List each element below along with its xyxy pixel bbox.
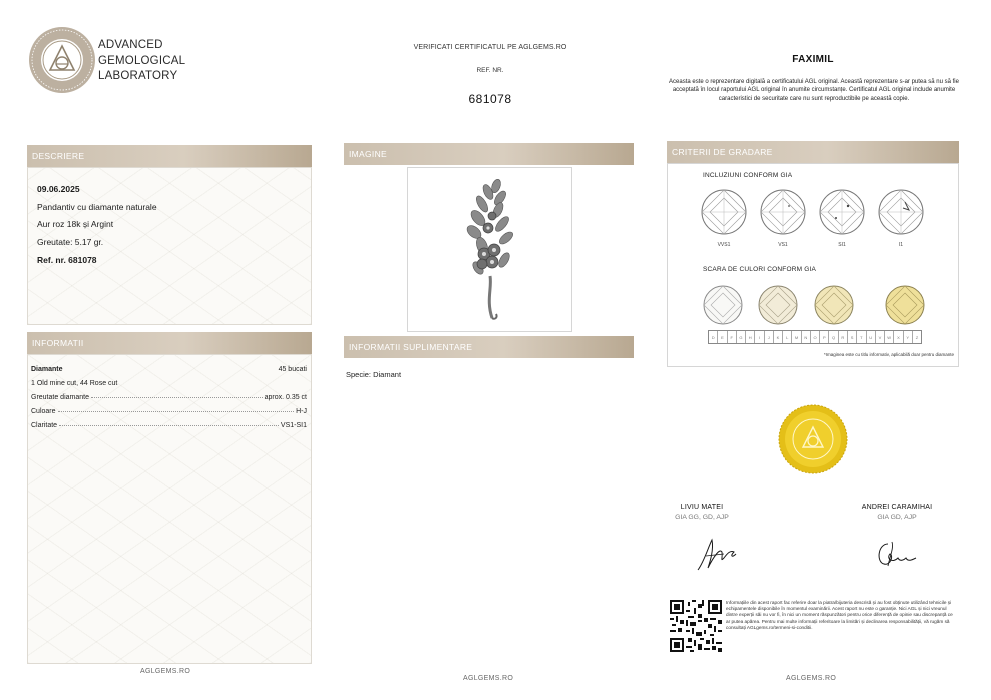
certificate-date: 09.06.2025 xyxy=(37,184,80,194)
signature-2-image xyxy=(872,536,922,577)
scale-letter: F xyxy=(728,331,737,343)
signatory-title: GIA GD, AJP xyxy=(877,514,917,521)
color-scale-bar xyxy=(708,330,922,344)
scale-letter: L xyxy=(783,331,792,343)
faximil-text: Aceasta este o reprezentare digitală a certificatului AGL original. Această reprezentare s-ar putea să nu să fie acceptată în locul raportului AGL original în anumite circumstanțe. Certificatul AGL original include anumite caracteristici de securitate care nu sunt reproductibile pe această copie. xyxy=(669,79,959,102)
info-row-greutate xyxy=(31,387,313,401)
info-value: 45 bucati xyxy=(278,366,307,373)
scale-letter: P xyxy=(820,331,829,343)
scale-letter: I xyxy=(755,331,764,343)
scale-letter: T xyxy=(857,331,866,343)
descriere-ref: Ref. nr. 681078 xyxy=(37,254,97,265)
scale-letter: J xyxy=(765,331,774,343)
scale-letter: W xyxy=(885,331,894,343)
criterii-note: *Imaginea este cu titlu informativ, aplicabilă doar pentru diamante xyxy=(824,352,954,357)
color-diamond-near-colorless xyxy=(757,284,799,331)
clarity-diamond-si1 xyxy=(818,188,866,241)
info-row-claritate xyxy=(31,415,313,429)
faximil-title: FAXIMIL xyxy=(792,54,834,65)
signatory-name: LIVIU MATEI xyxy=(680,504,724,511)
footer-link-center[interactable]: AGLGEMS.RO xyxy=(463,675,514,682)
criterii-header: CRITERII DE GRADARE xyxy=(667,141,959,163)
descriere-line-2: Aur roz 18k și Argint xyxy=(37,219,114,230)
signatory-name: ANDREI CARAMIHAI xyxy=(861,504,933,511)
info-value: VS1-SI1 xyxy=(280,422,307,429)
scale-letter: G xyxy=(737,331,746,343)
scale-letter: R xyxy=(839,331,848,343)
footer-link-left[interactable]: AGLGEMS.RO xyxy=(140,668,191,675)
qr-code[interactable] xyxy=(670,600,722,652)
verify-text: VERIFICATI CERTIFICATUL PE AGLGEMS.RO xyxy=(413,44,567,51)
incluziuni-title: INCLUZIUNI CONFORM GIA xyxy=(703,172,793,179)
clarity-diamond-vvs1 xyxy=(700,188,748,241)
scale-letter: U xyxy=(867,331,876,343)
info-label: 1 Old mine cut, 44 Rose cut xyxy=(31,380,118,387)
scale-letter: K xyxy=(774,331,783,343)
signatory-title: GIA GG, GD, AJP xyxy=(675,514,729,521)
specie-text: Specie: Diamant xyxy=(346,370,402,379)
ref-number: 681078 xyxy=(468,92,512,106)
info-label: Claritate xyxy=(31,422,58,429)
organization-name xyxy=(98,38,185,85)
info-row-diamante xyxy=(31,359,313,373)
scale-letter: Z xyxy=(915,335,919,340)
scale-letter: O xyxy=(811,331,820,343)
agl-logo xyxy=(28,26,96,94)
footer-link-right[interactable]: AGLGEMS.RO xyxy=(786,675,837,682)
scale-letter: N xyxy=(802,331,811,343)
imagine-header: IMAGINE xyxy=(344,143,634,165)
scale-letter: X xyxy=(894,331,903,343)
org-line-1: ADVANCED xyxy=(98,39,163,51)
jewelry-photo xyxy=(407,167,572,332)
color-diamond-colorless xyxy=(702,284,744,331)
descriere-line-3: Greutate: 5.17 gr. xyxy=(37,237,104,248)
scale-letter: E xyxy=(718,331,727,343)
disclaimer-text: Informațiile din acest raport fac referire doar la piatra/bijuteria descrisă și au fost obținute utilizând tehnicile și echipamentele disponibile în momentul examinării. Acest raport nu este o garanție. Nici AGL și nici vreunul dintre experții săi nu vor fi, în nici un moment răspunzători pentru orice diferență de opinie sau discrepanță ce ar putea apărea. Pentru mai multe informații referitoare la limitări și declinarea responsabilității, vă rugăm să consultați AGLgems.ro/termeni-si-conditii. xyxy=(726,600,953,630)
scale-letter: V xyxy=(876,331,885,343)
info-value: aprox. 0.35 ct xyxy=(264,394,307,401)
color-diamond-faint xyxy=(813,284,855,331)
culori-title: SCARA DE CULORI CONFORM GIA xyxy=(703,266,817,273)
color-diamond-light xyxy=(884,284,926,331)
ref-label: REF. NR. xyxy=(476,67,504,74)
info-row-culoare xyxy=(31,401,313,415)
signature-1-image xyxy=(694,534,740,579)
info-label: Diamante xyxy=(31,366,63,373)
info-value: H-J xyxy=(296,408,307,415)
clarity-label-i1: I1 xyxy=(898,242,904,248)
descriere-panel xyxy=(27,167,312,325)
clarity-label-vvs1: VVS1 xyxy=(717,242,731,248)
info-row-cut xyxy=(31,373,313,387)
scale-letter: Q xyxy=(829,331,838,343)
descriere-line-1: Pandantiv cu diamante naturale xyxy=(37,201,157,212)
informatii-header: INFORMATII xyxy=(27,332,312,354)
clarity-label-si1: SI1 xyxy=(838,242,846,248)
clarity-diamond-i1 xyxy=(877,188,925,241)
info-label: Greutate diamante xyxy=(31,394,89,401)
clarity-diamond-vs1 xyxy=(759,188,807,241)
info-label: Culoare xyxy=(31,408,56,415)
scale-letter: H xyxy=(746,331,755,343)
informatii-panel xyxy=(27,354,312,664)
signatory-1 xyxy=(632,504,772,521)
gold-seal-icon xyxy=(778,404,848,474)
clarity-label-vs1: VS1 xyxy=(778,242,788,248)
scale-letter: D xyxy=(709,331,718,343)
descriere-header: DESCRIERE xyxy=(27,145,312,167)
scale-letter: M xyxy=(792,331,801,343)
scale-letter: Y xyxy=(904,331,913,343)
org-line-2: GEMOLOGICAL xyxy=(98,54,186,67)
org-line-3: LABORATORY xyxy=(98,70,178,82)
scale-letter: S xyxy=(848,331,857,343)
signatory-2 xyxy=(827,504,967,521)
informatii-suplimentare-header: INFORMATII SUPLIMENTARE xyxy=(344,336,634,358)
